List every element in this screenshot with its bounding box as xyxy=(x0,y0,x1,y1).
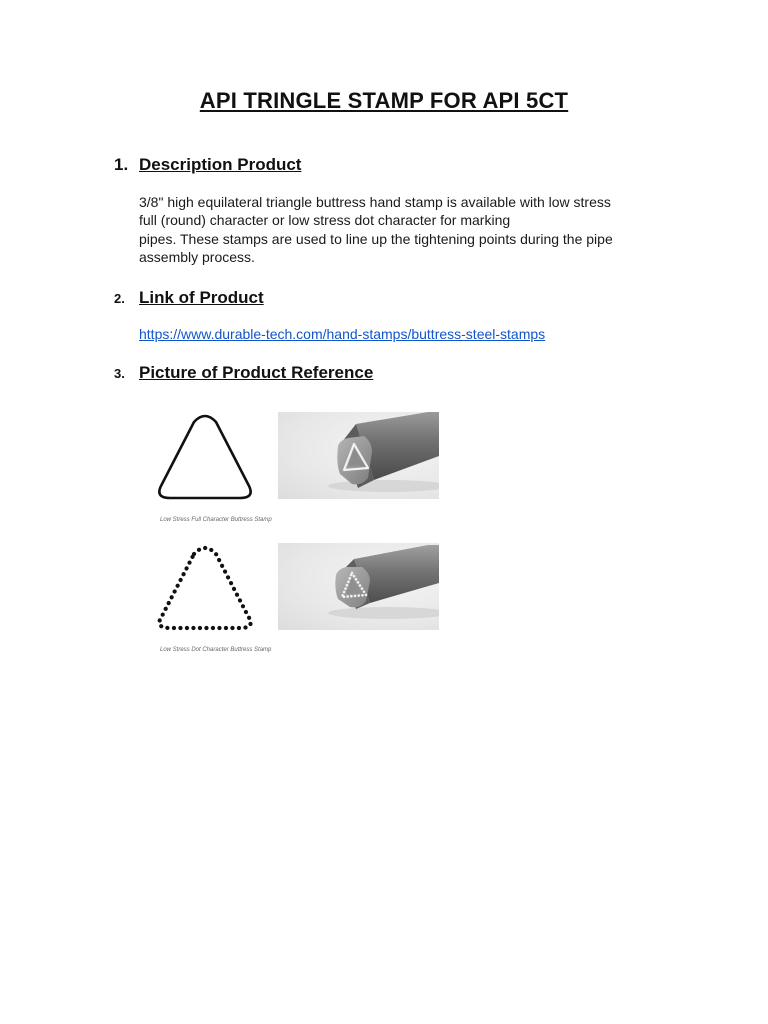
section-number: 1. xyxy=(114,155,129,174)
description-line: assembly process. xyxy=(139,248,255,265)
triangle-dots-icon xyxy=(150,540,260,640)
product-link[interactable]: https://www.durable-tech.com/hand-stamps/buttress-steel-stamps xyxy=(139,326,546,342)
section-heading-label: Picture of Product Reference xyxy=(139,363,374,382)
figure-caption: Low Stress Full Character Buttress Stamp xyxy=(160,517,272,523)
description-line: 3/8" high equilateral triangle buttress hand stamp is available with low stress xyxy=(139,194,611,210)
description-line: full (round) character or low stress dot character for marking xyxy=(139,212,511,229)
full-character-triangle-illustration xyxy=(150,410,260,510)
section-heading-picture xyxy=(114,363,373,383)
page-title: API TRINGLE STAMP FOR API 5CT xyxy=(199,88,569,113)
section-number: 3. xyxy=(114,366,125,381)
description-paragraph xyxy=(139,193,679,266)
dot-character-triangle-illustration xyxy=(150,540,260,640)
steel-stamp-image xyxy=(278,543,439,630)
figure-caption: Low Stress Dot Character Buttress Stamp xyxy=(160,647,272,653)
section-number: 2. xyxy=(114,291,125,306)
section-heading-label: Link of Product xyxy=(139,288,264,307)
description-line: pipes. These stamps are used to line up the tightening points during the pipe xyxy=(139,230,613,247)
dot-character-stamp-photo xyxy=(278,543,439,630)
steel-stamp-image xyxy=(278,412,439,499)
triangle-outline-icon xyxy=(150,410,260,510)
section-heading-description xyxy=(114,155,301,175)
section-heading-label: Description Product xyxy=(139,155,302,174)
full-character-stamp-photo xyxy=(278,412,439,499)
section-heading-link xyxy=(114,288,264,308)
